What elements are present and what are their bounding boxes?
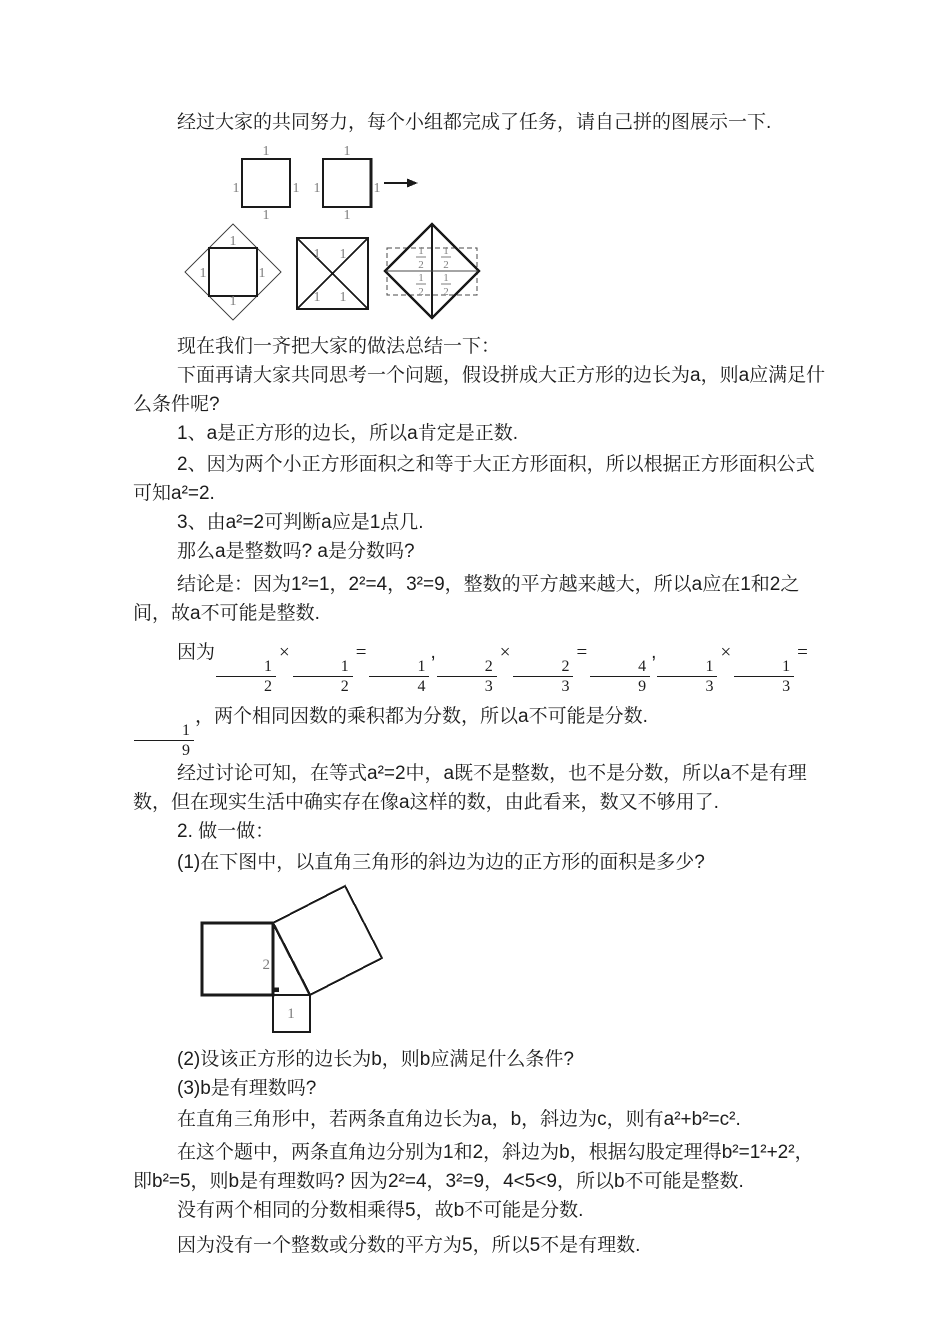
side-label: 1 xyxy=(262,144,270,159)
equals-operator: = xyxy=(576,642,588,663)
square-on-hypotenuse xyxy=(273,886,382,995)
fraction: $\frac{1}{4}$ xyxy=(369,658,429,696)
separator: , xyxy=(651,642,657,663)
right-angle-marker xyxy=(275,988,280,993)
svg-text:2: 2 xyxy=(418,286,424,298)
paragraph-q1: (1)在下图中，以直角三角形的斜边为边的正方形的面积是多少? xyxy=(177,852,705,874)
side-label: 1 xyxy=(343,208,351,223)
fraction: $\frac{2}{3}$ xyxy=(513,658,573,696)
side-label: 1 xyxy=(232,181,240,196)
paragraph-question-a: 下面再请大家共同思考一个问题，假设拼成大正方形的边长为a，则a应满足什么条件呢? xyxy=(133,365,826,415)
paragraph-point1: 1、a是正方形的边长，所以a肯定是正数. xyxy=(177,423,518,444)
leg-label-vertical: 2 xyxy=(262,957,270,974)
triangle-label: 1 xyxy=(313,290,321,305)
fraction: $\frac{1}{3}$ xyxy=(734,658,794,696)
paragraph-activity-heading: 2. 做一做： xyxy=(177,821,275,843)
times-operator: × xyxy=(720,642,732,663)
leg-label-horizontal: 1 xyxy=(287,1006,295,1023)
svg-text:2: 2 xyxy=(443,286,449,298)
fraction: $\frac{1}{9}$ xyxy=(134,722,194,760)
side-label: 1 xyxy=(229,234,237,249)
unit-square-a xyxy=(242,159,290,207)
arrow-right-icon xyxy=(384,179,418,188)
side-label: 1 xyxy=(343,144,351,159)
times-operator: × xyxy=(279,642,290,663)
svg-text:1: 1 xyxy=(443,272,449,284)
paragraph-fractions xyxy=(133,632,827,759)
svg-text:1: 1 xyxy=(418,272,424,284)
times-operator: × xyxy=(499,642,511,663)
fraction-suffix: 两个相同因数的乘积都为分数，所以a不可能是分数. xyxy=(214,705,648,727)
inner-square xyxy=(209,248,257,296)
side-label: 1 xyxy=(262,208,270,223)
paragraph-b-analysis: 在这个题中，两条直角边分别为1和2，斜边为b，根据勾股定理得b²=1²+2²，即b²=5，则b是有理数吗? 因为2²=4，3²=9，4<5<9，所以b不可能是整数. xyxy=(133,1142,814,1193)
paragraph-intro: 经过大家的共同努力，每个小组都完成了任务，请自己拼的图展示一下. xyxy=(177,112,772,133)
paragraph-summary-lead: 现在我们一齐把大家的做法总结一下： xyxy=(177,336,501,357)
equals-operator: = xyxy=(797,642,808,663)
triangle-label: 1 xyxy=(339,290,347,305)
equals-operator: = xyxy=(355,642,367,663)
half-fraction-label xyxy=(441,245,451,271)
paragraph-question-int-frac: 那么a是整数吗? a是分数吗? xyxy=(177,541,415,562)
paragraph-q2: (2)设该正方形的边长为b，则b应满足什么条件? xyxy=(177,1049,574,1071)
side-label: 1 xyxy=(292,181,300,196)
paragraph-b-not-fraction: 没有两个相同的分数相乘得5，故b不可能是分数. xyxy=(177,1200,584,1222)
paragraph-point2: 2、因为两个小正方形面积之和等于大正方形面积，所以根据正方形面积公式可知a²=2. xyxy=(133,454,815,504)
hypotenuse xyxy=(273,923,310,995)
svg-text:2: 2 xyxy=(443,259,449,271)
separator: , xyxy=(430,642,436,663)
paragraph-q3: (3)b是有理数吗? xyxy=(177,1078,317,1100)
paragraph-conclusion-integer: 结论是：因为1²=1，2²=4，3²=9，整数的平方越来越大，所以a应在1和2之间，故a不可能是整数. xyxy=(133,574,800,624)
fraction: $\frac{1}{2}$ xyxy=(293,658,353,696)
fraction: $\frac{1}{2}$ xyxy=(216,658,276,696)
half-fraction-label xyxy=(416,245,426,271)
unit-square-b xyxy=(323,159,371,207)
paragraph-discussion: 经过讨论可知，在等式a²=2中，a既不是整数，也不是分数，所以a不是有理数，但在现实生活中确实存在像a这样的数，由此看来，数又不够用了. xyxy=(133,763,807,814)
triangle-label: 1 xyxy=(313,247,321,262)
paragraph-pythagorean-rule: 在直角三角形中，若两条直角边长为a，b，斜边为c，则有a²+b²=c². xyxy=(177,1109,741,1131)
figure-pythagorean-squares xyxy=(195,883,395,1041)
figure-square-puzzle xyxy=(180,143,490,325)
svg-text:2: 2 xyxy=(418,259,424,271)
fraction: $\frac{1}{3}$ xyxy=(657,658,717,696)
svg-text:1: 1 xyxy=(418,245,424,257)
side-label: 1 xyxy=(313,181,321,196)
half-fraction-label xyxy=(416,272,426,298)
document-body xyxy=(133,108,827,1260)
side-label: 1 xyxy=(229,294,237,309)
fraction: $\frac{2}{3}$ xyxy=(437,658,497,696)
fraction: $\frac{4}{9}$ xyxy=(590,658,650,696)
half-fraction-label xyxy=(441,272,451,298)
side-label: 1 xyxy=(258,266,266,281)
side-label: 1 xyxy=(199,266,207,281)
paragraph-final-conclusion: 因为没有一个整数或分数的平方为5，所以5不是有理数. xyxy=(177,1235,641,1257)
svg-text:1: 1 xyxy=(443,245,449,257)
side-label: 1 xyxy=(373,181,381,196)
paragraph-point3: 3、由a²=2可判断a应是1点几. xyxy=(177,512,424,533)
triangle-label: 1 xyxy=(339,247,347,262)
fraction-prefix: 因为 xyxy=(177,642,216,663)
separator: ， xyxy=(195,705,215,727)
